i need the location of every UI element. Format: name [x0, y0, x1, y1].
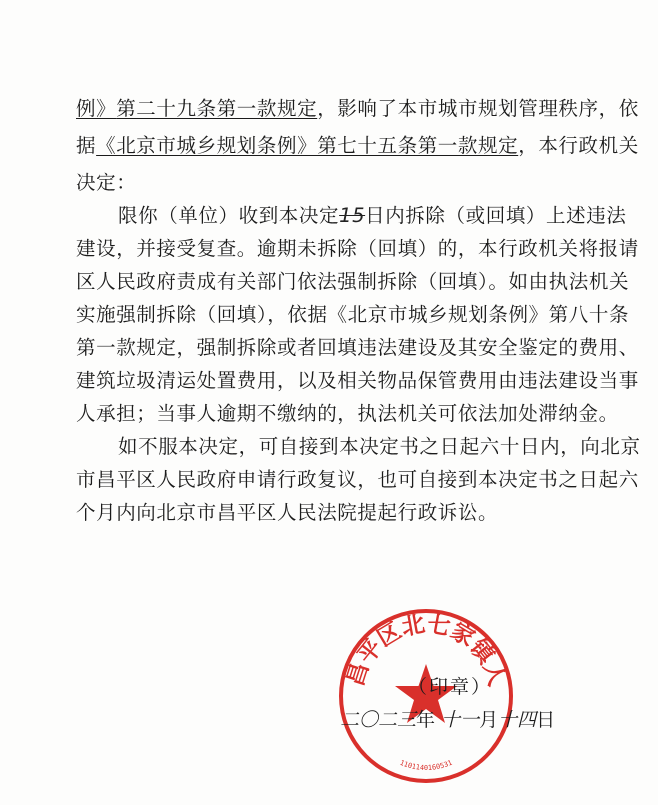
document-date: [340, 707, 555, 733]
text-line-12: 市昌平区人民政府申请行政复议，也可自接到本决定书之日起六: [76, 468, 639, 491]
text-line-10: 人承担；当事人逾期不缴纳的，执法机关可依法加处滞纳金。: [76, 402, 619, 425]
date-day-suffix: 日: [536, 709, 556, 731]
seal-label: （印章）: [408, 676, 493, 698]
text-line-8: 第一款规定，强制拆除或者回填违法建设及其安全鉴定的费用、: [76, 336, 639, 359]
text-span: 限你（单位）收到本决定: [118, 204, 340, 227]
text-line-6: 区人民政府责成有关部门依法强制拆除（回填）。如由执法机关: [76, 270, 630, 293]
text-underlined: 《北京市城乡规划条例》第七十五条第一款规定: [96, 134, 519, 157]
text-line-13: 个月内向北京市昌平区人民法院提起行政诉讼。: [76, 501, 499, 524]
date-year-suffix: 年: [416, 709, 436, 731]
text-line-11: 如不服本决定，可自接到本决定书之日起六十日内，向北京: [118, 435, 641, 458]
text-underlined: 例》: [76, 97, 117, 120]
seal-serial: 1101140160531: [398, 758, 454, 772]
text-line-7: 实施强制拆除（回填），依据《北京市城乡规划条例》第八十条: [76, 303, 630, 326]
text-line-4: [118, 203, 626, 229]
text-span: ，本行政机关: [518, 134, 639, 157]
text-span: 日内拆除（或回填）上述违法: [365, 204, 627, 227]
text-underlined: 第二十九条第一款规定: [116, 97, 318, 120]
text-span: 据: [76, 134, 97, 157]
seal-org-name: 昌平区北七家镇人: [342, 611, 510, 690]
text-line-2: [76, 133, 639, 159]
text-span: ，影响了本市城市规划管理秩序，依: [317, 97, 639, 120]
text-line-1: [76, 96, 639, 122]
date-month-suffix: 月: [479, 709, 499, 731]
date-year: 二〇二三: [340, 709, 417, 731]
handwritten-days: 15: [339, 204, 366, 227]
text-line-3: 决定：: [76, 171, 137, 194]
date-month: 十一: [441, 709, 480, 731]
text-line-9: 建筑垃圾清运处置费用，以及相关物品保管费用由违法建设当事: [76, 369, 639, 392]
date-day: 十四: [498, 709, 537, 731]
text-line-5: 建设，并接受复查。逾期未拆除（回填）的，本行政机关将报请: [76, 237, 639, 260]
